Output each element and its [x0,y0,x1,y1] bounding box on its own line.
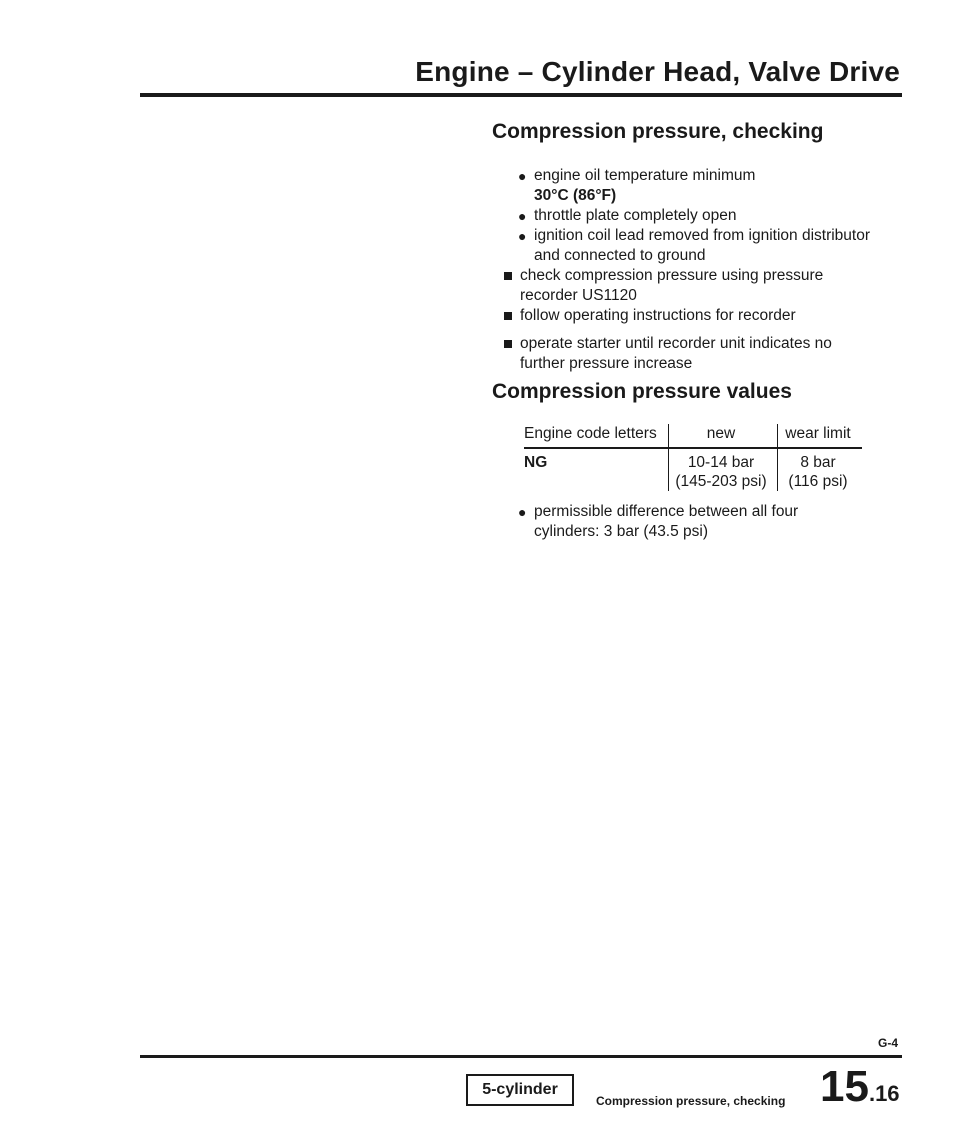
permissible-difference-note: permissible difference between all four cylinders: 3 bar (43.5 psi) [534,503,799,540]
new-value-cell: 10-14 bar (145-203 psi) [669,448,778,491]
table-row [524,448,862,491]
bottom-rule [140,1055,902,1058]
top-rule [140,93,902,97]
list-item: ● engine oil temperature minimum 30°C (86°F) [518,166,878,206]
steps-list-1 [504,266,854,326]
page-number [820,1062,900,1112]
column-header-wear-limit: wear limit [778,424,863,448]
round-bullet-icon: ● [518,504,527,520]
section-heading-values: Compression pressure values [492,380,792,403]
square-bullet-icon [504,312,512,320]
page-title: Engine – Cylinder Head, Valve Drive [415,56,900,87]
column-header-engine-code: Engine code letters [524,424,669,448]
page-number-major: 15 [820,1062,869,1111]
conditions-list [518,166,878,266]
list-item: ● ignition coil lead removed from ignition distributor and connected to ground [518,227,870,264]
note-list [518,502,838,542]
footer-description: Compression pressure, checking [596,1094,786,1108]
table-header-row [524,424,862,448]
steps-list-2 [504,334,854,374]
list-item: check compression pressure using pressure recorder US1120 [504,266,854,306]
temperature-value: 30°C (86°F) [534,187,617,204]
round-bullet-icon: ● [518,228,527,244]
list-item [518,502,838,542]
compression-values-table [524,424,862,491]
engine-code-cell: NG [524,454,548,471]
page-id: G-4 [877,1036,898,1050]
page-number-minor: .16 [868,1081,900,1106]
round-bullet-icon: ● [518,168,527,184]
list-item: operate starter until recorder unit indicates no further pressure increase [504,334,854,374]
square-bullet-icon [504,272,512,280]
wear-limit-cell: 8 bar (116 psi) [778,448,863,491]
five-cylinder-badge: 5-cylinder [466,1074,574,1106]
list-item: follow operating instructions for recorder [504,306,854,326]
round-bullet-icon: ● [518,208,527,224]
square-bullet-icon [504,340,512,348]
section-heading-checking: Compression pressure, checking [492,120,824,143]
list-item: ● throttle plate completely open [518,207,737,224]
column-header-new: new [669,424,778,448]
